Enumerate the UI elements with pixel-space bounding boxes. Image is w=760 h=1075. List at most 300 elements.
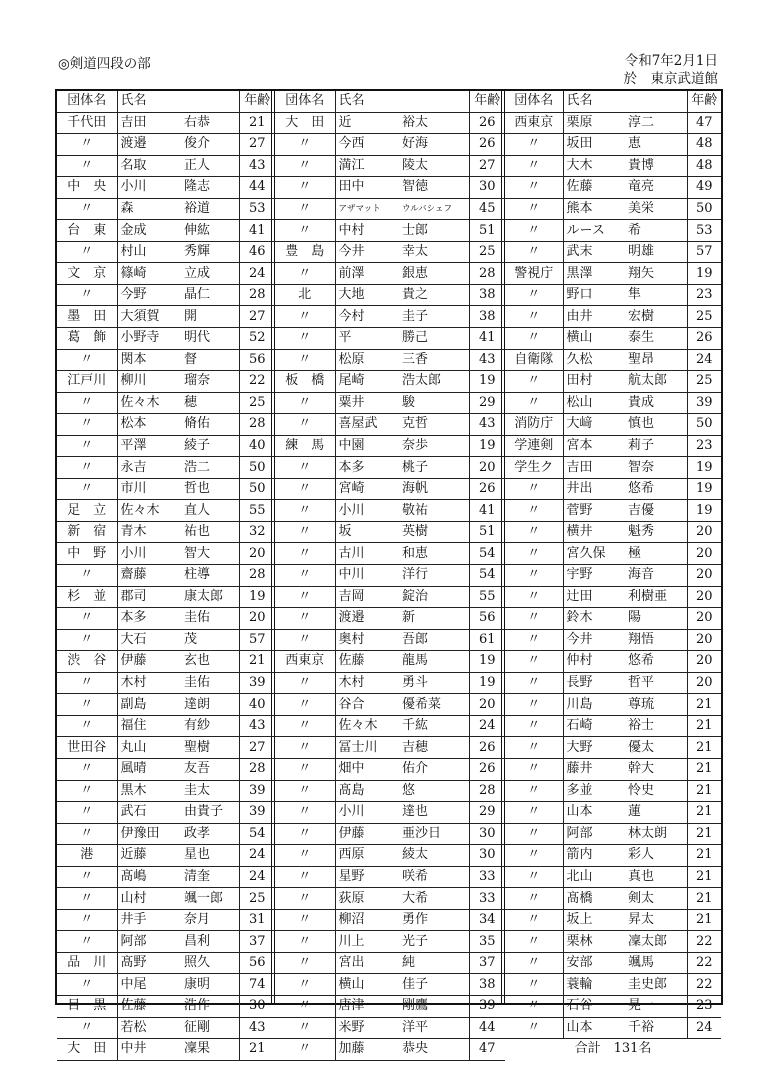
age-cell: 27 — [239, 134, 275, 156]
given-name-cell: 吉優 — [625, 500, 687, 522]
surname-cell: 宮久保 — [563, 543, 625, 565]
age-cell: 30 — [469, 845, 505, 867]
table-row — [57, 543, 275, 565]
table-row — [275, 888, 505, 910]
age-cell: 55 — [469, 586, 505, 608]
surname-cell: 宮出 — [335, 952, 399, 974]
given-name-cell: 開 — [181, 306, 239, 328]
table-row — [57, 737, 275, 759]
surname-cell: 小野寺 — [117, 328, 181, 350]
team-cell: 自衛隊 — [505, 349, 563, 371]
age-cell: 37 — [469, 952, 505, 974]
roster-table-2 — [275, 91, 505, 1061]
team-cell: 〃 — [275, 263, 335, 285]
given-name-cell: 伸紘 — [181, 220, 239, 242]
table-row — [57, 435, 275, 457]
surname-cell: 中村 — [335, 220, 399, 242]
age-cell: 19 — [687, 457, 721, 479]
given-name-cell: 裕道 — [181, 198, 239, 220]
age-cell: 55 — [239, 500, 275, 522]
table-row — [505, 715, 721, 737]
surname-cell: 近 — [335, 112, 399, 134]
table-row — [57, 155, 275, 177]
age-cell: 38 — [469, 284, 505, 306]
surname-cell: 柳川 — [117, 371, 181, 393]
given-name-cell: 美栄 — [625, 198, 687, 220]
team-cell: 〃 — [57, 392, 117, 414]
table-row — [505, 931, 721, 953]
team-cell: 中 野 — [57, 543, 117, 565]
table-row — [57, 931, 275, 953]
age-cell: 21 — [687, 802, 721, 824]
table-row — [57, 1039, 275, 1061]
age-cell: 20 — [687, 651, 721, 673]
table-row — [275, 758, 505, 780]
surname-cell: ルース — [563, 220, 625, 242]
given-name-cell: 颯馬 — [625, 952, 687, 974]
table-row — [505, 112, 721, 134]
surname-cell: 黒澤 — [563, 263, 625, 285]
given-name-cell: 和恵 — [399, 543, 469, 565]
surname-cell: 菅野 — [563, 500, 625, 522]
given-name-cell: 隆志 — [181, 177, 239, 199]
age-cell: 20 — [239, 608, 275, 630]
team-cell: 〃 — [57, 694, 117, 716]
given-name-cell: 晶仁 — [181, 284, 239, 306]
table-row — [505, 328, 721, 350]
surname-cell: 仲村 — [563, 651, 625, 673]
surname-cell: 由井 — [563, 306, 625, 328]
team-cell: 〃 — [505, 845, 563, 867]
table-row — [275, 284, 505, 306]
team-cell: 〃 — [275, 349, 335, 371]
table-row — [275, 263, 505, 285]
given-name-cell: 康明 — [181, 974, 239, 996]
given-name-cell: 悠希 — [625, 651, 687, 673]
team-cell: 〃 — [505, 974, 563, 996]
age-cell: 21 — [239, 651, 275, 673]
surname-cell: 前澤 — [335, 263, 399, 285]
team-cell: 〃 — [505, 371, 563, 393]
age-cell: 26 — [469, 478, 505, 500]
table-row — [275, 500, 505, 522]
given-name-cell: 幸太 — [399, 241, 469, 263]
given-name-cell: 聖樹 — [181, 737, 239, 759]
given-name-cell: 吾郎 — [399, 629, 469, 651]
table-row — [275, 974, 505, 996]
age-cell: 25 — [239, 392, 275, 414]
surname-cell: 田中 — [335, 177, 399, 199]
surname-cell: 横山 — [563, 328, 625, 350]
age-cell: 20 — [687, 586, 721, 608]
age-cell: 43 — [239, 1017, 275, 1039]
given-name-cell: 奈歩 — [399, 435, 469, 457]
table-row — [505, 629, 721, 651]
surname-cell: 安部 — [563, 952, 625, 974]
surname-cell: 栗原 — [563, 112, 625, 134]
team-cell: 〃 — [505, 888, 563, 910]
given-name-cell: 俊介 — [181, 134, 239, 156]
age-cell: 21 — [687, 845, 721, 867]
team-cell: 学生ク — [505, 457, 563, 479]
surname-cell: 永吉 — [117, 457, 181, 479]
age-cell: 25 — [687, 306, 721, 328]
age-cell: 54 — [469, 565, 505, 587]
team-cell: 〃 — [505, 758, 563, 780]
team-cell: 板 橋 — [275, 371, 335, 393]
table-row — [275, 694, 505, 716]
age-cell: 47 — [687, 112, 721, 134]
given-name-cell: 竜亮 — [625, 177, 687, 199]
team-cell: 〃 — [57, 672, 117, 694]
surname-cell: 名取 — [117, 155, 181, 177]
total-row — [505, 1039, 721, 1060]
table-row — [275, 931, 505, 953]
team-cell: 〃 — [275, 500, 335, 522]
team-cell: 〃 — [275, 521, 335, 543]
age-cell: 54 — [469, 543, 505, 565]
column-header: 団体名 — [57, 91, 117, 112]
team-cell: 〃 — [275, 543, 335, 565]
team-cell: 世田谷 — [57, 737, 117, 759]
table-row — [57, 392, 275, 414]
team-cell: 警視庁 — [505, 263, 563, 285]
given-name-cell: 征剛 — [181, 1017, 239, 1039]
team-cell: 〃 — [505, 586, 563, 608]
surname-cell: 坂 — [335, 521, 399, 543]
team-cell: 〃 — [275, 823, 335, 845]
given-name-cell: 有紗 — [181, 715, 239, 737]
age-cell: 21 — [687, 888, 721, 910]
team-cell: 〃 — [505, 220, 563, 242]
surname-cell: 郡司 — [117, 586, 181, 608]
surname-cell: 今西 — [335, 134, 399, 156]
given-name-cell: 由貴子 — [181, 802, 239, 824]
age-cell: 20 — [687, 672, 721, 694]
table-row — [505, 758, 721, 780]
table-row — [275, 672, 505, 694]
team-cell: 〃 — [275, 328, 335, 350]
team-cell: 〃 — [505, 284, 563, 306]
given-name-cell: 英樹 — [399, 521, 469, 543]
surname-cell: 佐々木 — [117, 500, 181, 522]
given-name-cell: 浩作 — [181, 995, 239, 1017]
table-row — [57, 414, 275, 436]
table-row — [275, 715, 505, 737]
table-row — [505, 392, 721, 414]
team-cell: 〃 — [505, 500, 563, 522]
surname-cell: 山本 — [563, 802, 625, 824]
table-row — [57, 220, 275, 242]
age-cell: 19 — [687, 478, 721, 500]
table-row — [57, 845, 275, 867]
surname-cell: 渡邉 — [335, 608, 399, 630]
age-cell: 45 — [469, 198, 505, 220]
team-cell: 〃 — [57, 198, 117, 220]
given-name-cell: 翔矢 — [625, 263, 687, 285]
table-row — [505, 478, 721, 500]
age-cell: 37 — [239, 931, 275, 953]
team-cell: 〃 — [275, 758, 335, 780]
team-cell: 練 馬 — [275, 435, 335, 457]
given-name-cell: 三香 — [399, 349, 469, 371]
age-cell: 21 — [687, 909, 721, 931]
table-row — [505, 457, 721, 479]
surname-cell: 冨士川 — [335, 737, 399, 759]
table-row — [505, 435, 721, 457]
table-row — [57, 177, 275, 199]
team-cell: 〃 — [275, 392, 335, 414]
table-row — [505, 371, 721, 393]
age-cell: 21 — [687, 737, 721, 759]
team-cell: 杉 並 — [57, 586, 117, 608]
team-cell: 〃 — [505, 392, 563, 414]
given-name-cell: 綾太 — [399, 845, 469, 867]
surname-cell: 吉岡 — [335, 586, 399, 608]
age-cell: 19 — [469, 672, 505, 694]
surname-cell: 宇野 — [563, 565, 625, 587]
surname-cell: 木村 — [117, 672, 181, 694]
team-cell: 〃 — [275, 715, 335, 737]
age-cell: 44 — [469, 1017, 505, 1039]
given-name-cell: 千紘 — [399, 715, 469, 737]
team-cell: 〃 — [57, 715, 117, 737]
age-cell: 25 — [469, 241, 505, 263]
given-name-cell: 綾子 — [181, 435, 239, 457]
surname-cell: 荻原 — [335, 888, 399, 910]
team-cell: 〃 — [57, 1017, 117, 1039]
age-cell: 33 — [469, 866, 505, 888]
team-cell: 〃 — [275, 457, 335, 479]
team-cell: 〃 — [505, 952, 563, 974]
table-row — [57, 565, 275, 587]
surname-cell: 武末 — [563, 241, 625, 263]
given-name-cell: 千裕 — [625, 1017, 687, 1039]
surname-cell: 小川 — [335, 802, 399, 824]
column-header: 氏名 — [335, 91, 399, 112]
table-row — [275, 328, 505, 350]
given-name-cell: 洋平 — [399, 1017, 469, 1039]
age-cell: 21 — [687, 866, 721, 888]
table-row — [505, 414, 721, 436]
table-row — [57, 780, 275, 802]
age-cell: 38 — [469, 306, 505, 328]
age-cell: 41 — [469, 328, 505, 350]
age-cell: 53 — [687, 220, 721, 242]
table-row — [57, 651, 275, 673]
table-row — [275, 565, 505, 587]
table-row — [57, 866, 275, 888]
team-cell: 〃 — [275, 866, 335, 888]
age-cell: 23 — [687, 435, 721, 457]
surname-cell: 木村 — [335, 672, 399, 694]
team-cell: 葛 飾 — [57, 328, 117, 350]
surname-cell: 唐津 — [335, 995, 399, 1017]
surname-cell: 久松 — [563, 349, 625, 371]
age-cell: 54 — [239, 823, 275, 845]
age-cell: 21 — [239, 112, 275, 134]
age-cell: 26 — [687, 328, 721, 350]
given-name-cell: 龍馬 — [399, 651, 469, 673]
table-row — [505, 737, 721, 759]
table-row — [275, 392, 505, 414]
team-cell: 〃 — [57, 155, 117, 177]
given-name-cell: 達朗 — [181, 694, 239, 716]
given-name-cell: 瑠奈 — [181, 371, 239, 393]
table-row — [57, 284, 275, 306]
table-row — [57, 608, 275, 630]
surname-cell: 野口 — [563, 284, 625, 306]
total-count: 合計 131名 — [574, 1041, 652, 1057]
team-cell: 〃 — [505, 694, 563, 716]
given-name-cell: 錠治 — [399, 586, 469, 608]
age-cell: 20 — [687, 629, 721, 651]
age-cell: 19 — [239, 586, 275, 608]
given-name-cell: 友吾 — [181, 758, 239, 780]
given-name-cell: 圭佑 — [181, 608, 239, 630]
team-cell: 〃 — [505, 909, 563, 931]
table-row — [57, 349, 275, 371]
given-name-cell: 貴之 — [399, 284, 469, 306]
team-cell: 〃 — [505, 931, 563, 953]
table-row — [275, 1017, 505, 1039]
team-cell: 〃 — [505, 737, 563, 759]
given-name-cell: 立成 — [181, 263, 239, 285]
given-name-cell: 達也 — [399, 802, 469, 824]
team-cell: 〃 — [505, 672, 563, 694]
team-cell: 〃 — [275, 672, 335, 694]
surname-cell: 星野 — [335, 866, 399, 888]
table-row — [57, 241, 275, 263]
surname-cell: 山本 — [563, 1017, 625, 1039]
age-cell: 20 — [239, 543, 275, 565]
given-name-cell: 秀輝 — [181, 241, 239, 263]
surname-cell: 松原 — [335, 349, 399, 371]
given-name-cell: 圭史郎 — [625, 974, 687, 996]
team-cell: 〃 — [505, 823, 563, 845]
age-cell: 30 — [469, 823, 505, 845]
surname-cell: 川島 — [563, 694, 625, 716]
table-row — [57, 478, 275, 500]
team-cell: 豊 島 — [275, 241, 335, 263]
team-cell: 渋 谷 — [57, 651, 117, 673]
surname-cell: 川上 — [335, 931, 399, 953]
age-cell: 40 — [239, 435, 275, 457]
team-cell: 〃 — [505, 521, 563, 543]
team-cell: 〃 — [57, 758, 117, 780]
age-cell: 43 — [239, 155, 275, 177]
table-row — [505, 198, 721, 220]
given-name-cell: 咲希 — [399, 866, 469, 888]
age-cell: 49 — [687, 177, 721, 199]
age-cell: 52 — [239, 328, 275, 350]
given-name-cell: 佳子 — [399, 974, 469, 996]
header-row — [275, 91, 505, 112]
given-name-cell: 智奈 — [625, 457, 687, 479]
team-cell: 〃 — [275, 909, 335, 931]
age-cell: 19 — [469, 371, 505, 393]
table-row — [505, 952, 721, 974]
team-cell: 〃 — [57, 888, 117, 910]
date-text: 令和7年2月1日 — [624, 53, 718, 69]
surname-cell: 藤井 — [563, 758, 625, 780]
age-cell: 19 — [687, 263, 721, 285]
surname-cell: 石谷 — [563, 995, 625, 1017]
age-cell: 20 — [469, 457, 505, 479]
given-name-cell: 光子 — [399, 931, 469, 953]
surname-cell: 鈴木 — [563, 608, 625, 630]
surname-cell: 谷合 — [335, 694, 399, 716]
table-row — [275, 608, 505, 630]
table-row — [57, 586, 275, 608]
team-cell: 〃 — [505, 241, 563, 263]
age-cell: 25 — [687, 371, 721, 393]
table-row — [275, 220, 505, 242]
given-name-cell: 哲也 — [181, 478, 239, 500]
age-cell: 24 — [687, 349, 721, 371]
surname-cell: 若松 — [117, 1017, 181, 1039]
surname-cell: 中園 — [335, 435, 399, 457]
surname-cell: 田村 — [563, 371, 625, 393]
age-cell: 21 — [687, 715, 721, 737]
table-row — [505, 284, 721, 306]
surname-cell: 本多 — [335, 457, 399, 479]
team-cell: 〃 — [275, 220, 335, 242]
team-cell: 〃 — [57, 478, 117, 500]
surname-cell: 加藤 — [335, 1039, 399, 1061]
age-cell: 26 — [469, 112, 505, 134]
team-cell: 〃 — [57, 974, 117, 996]
surname-cell: 髙橋 — [563, 888, 625, 910]
team-cell: 〃 — [505, 715, 563, 737]
surname-cell: 近藤 — [117, 845, 181, 867]
surname-cell: 大﨑 — [563, 414, 625, 436]
table-row — [275, 155, 505, 177]
column-header — [399, 91, 469, 112]
given-name-cell: 貴成 — [625, 392, 687, 414]
given-name-cell: 聖昂 — [625, 349, 687, 371]
given-name-cell: 恵 — [625, 134, 687, 156]
surname-cell: 副島 — [117, 694, 181, 716]
given-name-cell: 直人 — [181, 500, 239, 522]
given-name-cell: 祐也 — [181, 521, 239, 543]
table-row — [275, 435, 505, 457]
table-row — [57, 952, 275, 974]
given-name-cell: 純 — [399, 952, 469, 974]
team-cell: 〃 — [57, 931, 117, 953]
surname-cell: 辻田 — [563, 586, 625, 608]
table-row — [505, 306, 721, 328]
team-cell: 〃 — [275, 995, 335, 1017]
table-row — [275, 543, 505, 565]
team-cell: 〃 — [57, 629, 117, 651]
table-row — [275, 112, 505, 134]
age-cell: 30 — [239, 995, 275, 1017]
table-row — [275, 457, 505, 479]
column-header: 団体名 — [505, 91, 563, 112]
table-row — [57, 521, 275, 543]
table-row — [57, 112, 275, 134]
team-cell: 〃 — [275, 478, 335, 500]
team-cell: 〃 — [505, 802, 563, 824]
age-cell: 26 — [469, 134, 505, 156]
surname-cell: 小川 — [117, 543, 181, 565]
given-name-cell: 林太朗 — [625, 823, 687, 845]
age-cell: 39 — [239, 802, 275, 824]
surname-cell: 横山 — [335, 974, 399, 996]
surname-cell: 市川 — [117, 478, 181, 500]
table-row — [505, 909, 721, 931]
